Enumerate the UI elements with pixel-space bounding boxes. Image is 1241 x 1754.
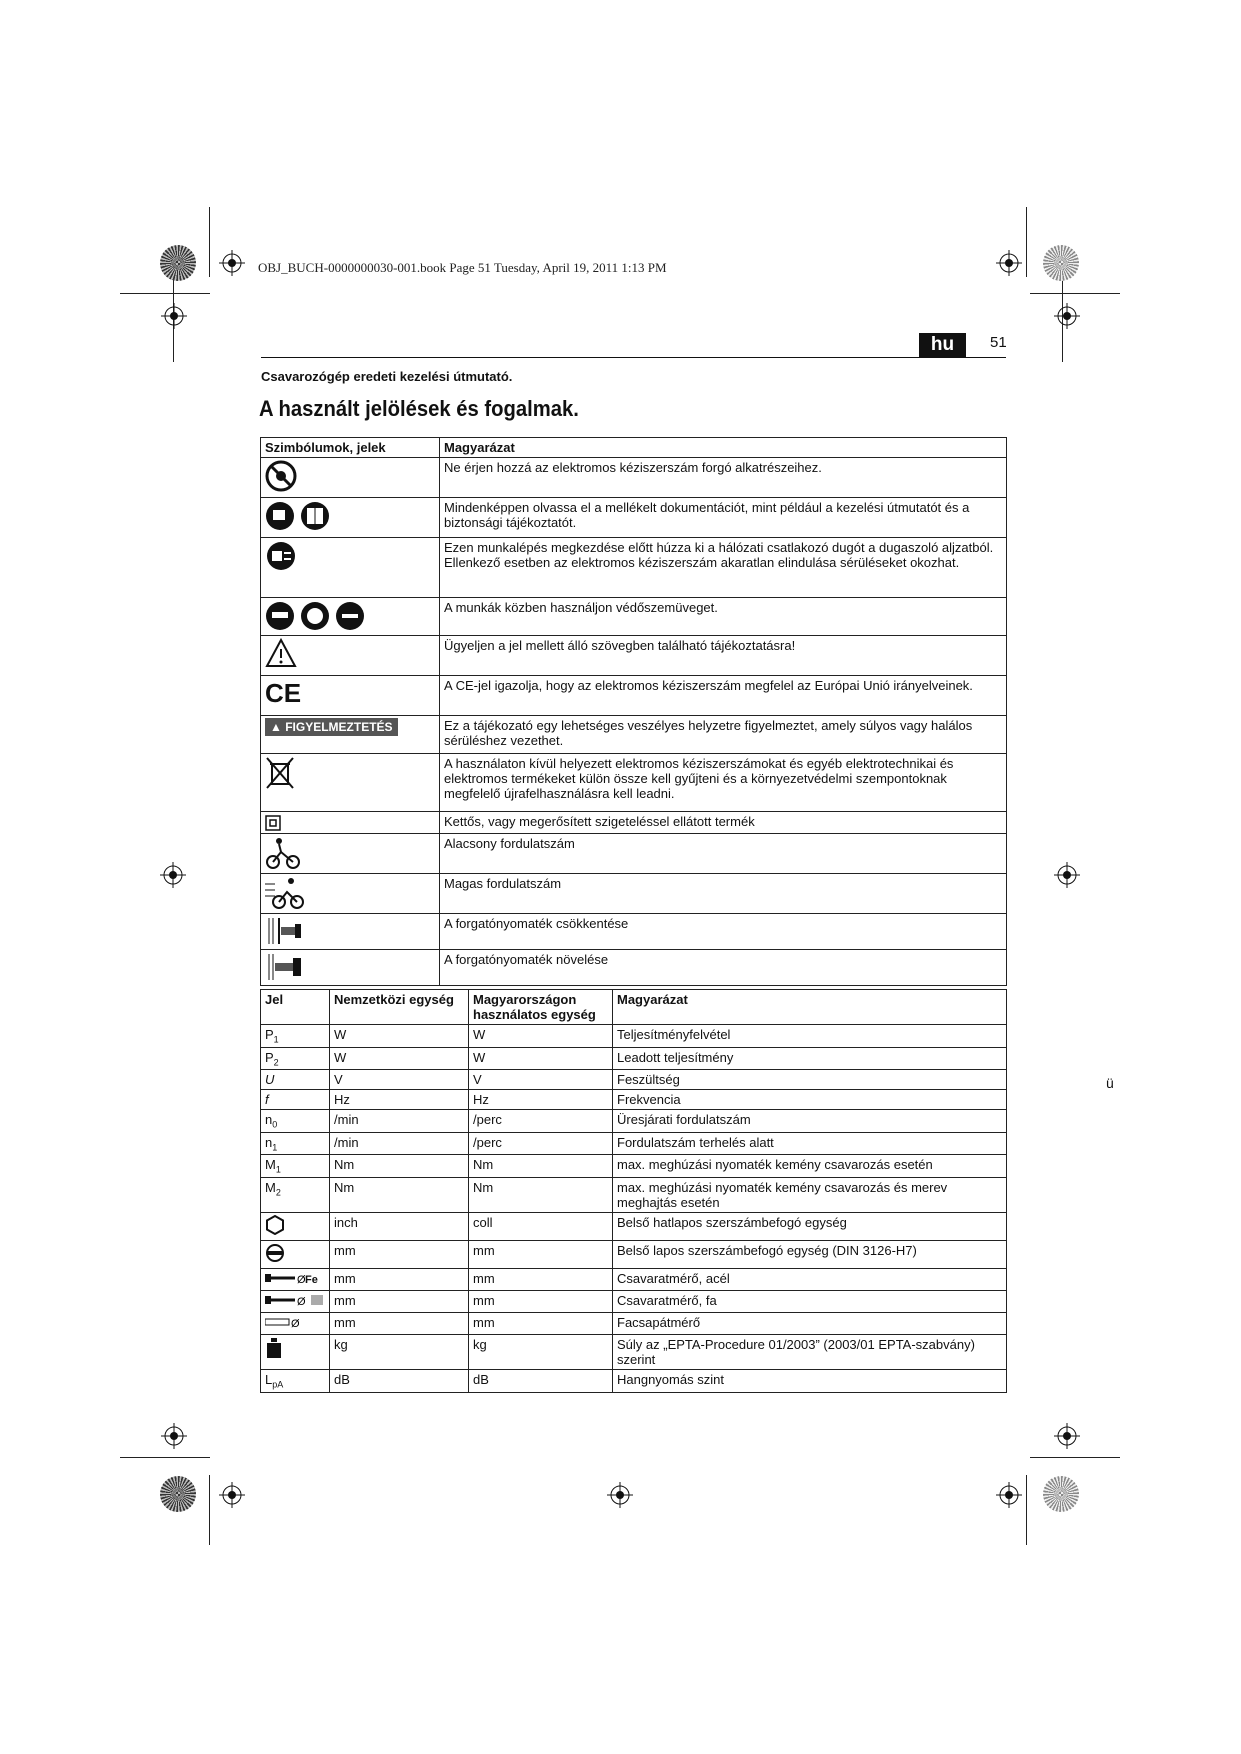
international-unit: mm xyxy=(330,1268,469,1290)
hungarian-unit: /perc xyxy=(469,1132,613,1155)
table-row xyxy=(261,716,1007,754)
unit-symbol: M xyxy=(265,1179,276,1195)
column-header: Nemzetközi egység xyxy=(330,990,469,1025)
international-unit: inch xyxy=(330,1212,469,1240)
unit-symbol-subscript: 1 xyxy=(272,1142,278,1153)
registration-target-icon xyxy=(161,303,187,329)
symbol-explanation: A munkák közben használjon védőszemüveget. xyxy=(440,598,1007,636)
warning-triangle-icon xyxy=(265,638,297,668)
table-row xyxy=(261,1047,1007,1070)
symbol-explanation: A forgatónyomaték növelése xyxy=(440,949,1007,985)
symbol-explanation: Alacsony fordulatszám xyxy=(440,833,1007,873)
registration-rosette-icon xyxy=(1043,1476,1079,1512)
hungarian-unit: W xyxy=(469,1025,613,1048)
unit-explanation: Belső lapos szerszámbefogó egység (DIN 3126-H7) xyxy=(613,1240,1007,1268)
registration-rosette-icon xyxy=(160,1476,196,1512)
symbol-explanation: Ne érjen hozzá az elektromos kéziszerszám forgó alkatrészeihez. xyxy=(440,458,1007,498)
document-subtitle: Csavarozógép eredeti kezelési útmutató. xyxy=(261,369,513,384)
crop-mark xyxy=(1030,1457,1120,1458)
hungarian-unit: W xyxy=(469,1047,613,1070)
table-row xyxy=(261,1070,1007,1090)
hungarian-unit: /perc xyxy=(469,1110,613,1133)
symbol-explanation: Ez a tájékozató egy lehetséges veszélyes helyzetre figyelmeztet, amely súlyos vagy halálos sérüléshez vezethet. xyxy=(440,716,1007,754)
table-row xyxy=(261,598,1007,636)
international-unit: Hz xyxy=(330,1090,469,1110)
torque-reduce-icon xyxy=(265,916,305,946)
registration-target-icon xyxy=(1054,862,1080,888)
registration-target-icon xyxy=(1054,303,1080,329)
table-row xyxy=(261,949,1007,985)
table-row xyxy=(261,754,1007,812)
screw-wood-icon xyxy=(265,1293,325,1310)
registration-target-icon xyxy=(219,1482,245,1508)
warning-badge-label: FIGYELMEZTETÉS xyxy=(285,720,393,734)
unit-explanation: Facsapátmérő xyxy=(613,1313,1007,1335)
symbols-table xyxy=(260,437,1007,986)
symbol-explanation: Mindenképpen olvassa el a mellékelt dokumentációt, mint például a kezelési útmutatót és a biztonsági tájékoztatót. xyxy=(440,498,1007,538)
svg-text:Ø: Ø xyxy=(297,1274,305,1286)
table-header-row xyxy=(261,990,1007,1025)
registration-target-icon xyxy=(996,250,1022,276)
symbol-explanation: A használaton kívül helyezett elektromos kéziszerszámokat és egyéb elektrotechnikai és elektromos termékeket külön össze kell gyűjteni és a környezetvédelmi szempontoknak megfelelő újrafelhasználásra kell leadni. xyxy=(440,754,1007,812)
book-info-line: OBJ_BUCH-0000000030-001.book Page 51 Tuesday, April 19, 2011 1:13 PM xyxy=(258,260,667,275)
unit-explanation: Feszültség xyxy=(613,1070,1007,1090)
symbol-explanation: Kettős, vagy megerősített szigeteléssel ellátott termék xyxy=(440,812,1007,834)
international-unit: Nm xyxy=(330,1177,469,1212)
svg-text:Ø: Ø xyxy=(291,1318,300,1330)
read-manual-icon xyxy=(265,500,331,532)
hungarian-unit: dB xyxy=(469,1370,613,1393)
unit-symbol: n xyxy=(265,1134,273,1150)
table-row xyxy=(261,812,1007,834)
column-header: Jel xyxy=(261,990,330,1025)
table-row xyxy=(261,873,1007,913)
section-title: A használt jelölések és fogalmak. xyxy=(259,396,579,421)
table-row xyxy=(261,913,1007,949)
column-header: Magyarázat xyxy=(613,990,1007,1025)
hungarian-unit: mm xyxy=(469,1313,613,1335)
table-row xyxy=(261,1212,1007,1240)
symbol-explanation: Magas fordulatszám xyxy=(440,873,1007,913)
international-unit: W xyxy=(330,1025,469,1048)
table-row xyxy=(261,1132,1007,1155)
unit-symbol: U xyxy=(265,1072,275,1088)
unit-explanation: max. meghúzási nyomaték kemény csavarozás és merev meghajtás esetén xyxy=(613,1177,1007,1212)
table-row xyxy=(261,458,1007,498)
stray-glyph: ü xyxy=(1106,1075,1114,1091)
registration-target-icon xyxy=(161,1423,187,1449)
international-unit: kg xyxy=(330,1335,469,1370)
unit-explanation: Csavaratmérő, fa xyxy=(613,1291,1007,1313)
registration-target-icon xyxy=(996,1482,1022,1508)
unit-explanation: Frekvencia xyxy=(613,1090,1007,1110)
weight-icon xyxy=(265,1337,283,1362)
international-unit: mm xyxy=(330,1240,469,1268)
unit-symbol-subscript: 1 xyxy=(275,1164,281,1175)
unit-symbol: M xyxy=(265,1157,276,1173)
international-unit: V xyxy=(330,1070,469,1090)
hungarian-unit: V xyxy=(469,1070,613,1090)
international-unit: mm xyxy=(330,1291,469,1313)
unit-symbol-subscript: 2 xyxy=(273,1057,279,1068)
unit-symbol-subscript: 0 xyxy=(272,1119,278,1130)
international-unit: /min xyxy=(330,1132,469,1155)
screw-steel-icon xyxy=(265,1271,305,1288)
drill-wood-icon xyxy=(265,1315,305,1332)
registration-target-icon xyxy=(160,862,186,888)
unit-explanation: Üresjárati fordulatszám xyxy=(613,1110,1007,1133)
hungarian-unit: mm xyxy=(469,1240,613,1268)
unplug-icon xyxy=(265,540,297,572)
crop-mark xyxy=(120,293,210,294)
hungarian-unit: mm xyxy=(469,1268,613,1290)
header-rule xyxy=(261,357,1006,358)
icon-label: Fe xyxy=(305,1273,318,1286)
table-row xyxy=(261,1291,1007,1313)
hungarian-unit: coll xyxy=(469,1212,613,1240)
hungarian-unit: Nm xyxy=(469,1177,613,1212)
unit-symbol: P xyxy=(265,1049,274,1065)
international-unit: /min xyxy=(330,1110,469,1133)
registration-target-icon xyxy=(607,1482,633,1508)
registration-rosette-icon xyxy=(160,245,196,281)
unit-symbol-subscript: 1 xyxy=(273,1034,279,1045)
symbol-explanation: A forgatónyomaték csökkentése xyxy=(440,913,1007,949)
crop-mark xyxy=(209,1475,210,1545)
crop-mark xyxy=(1026,207,1027,277)
hungarian-unit: mm xyxy=(469,1291,613,1313)
unit-explanation: Fordulatszám terhelés alatt xyxy=(613,1132,1007,1155)
symbol-explanation: A CE-jel igazolja, hogy az elektromos kéziszerszám megfelel az Európai Unió irányelveinek. xyxy=(440,676,1007,716)
table-row xyxy=(261,636,1007,676)
table-row xyxy=(261,1268,1007,1290)
fast-bike-icon xyxy=(265,876,305,910)
table-row xyxy=(261,1090,1007,1110)
hungarian-unit: Hz xyxy=(469,1090,613,1110)
torque-increase-icon xyxy=(265,952,305,982)
international-unit: dB xyxy=(330,1370,469,1393)
unit-symbol-subscript: 2 xyxy=(275,1187,281,1198)
table-header-row xyxy=(261,438,1007,458)
hex-socket-icon xyxy=(265,1215,285,1238)
unit-explanation: Hangnyomás szint xyxy=(613,1370,1007,1393)
international-unit: Nm xyxy=(330,1155,469,1178)
unit-explanation: Csavaratmérő, acél xyxy=(613,1268,1007,1290)
crop-mark xyxy=(120,1457,210,1458)
svg-text:Ø: Ø xyxy=(297,1296,306,1308)
unit-symbol: L xyxy=(265,1372,273,1388)
double-insulation-icon xyxy=(265,815,281,831)
column-header: Szimbólumok, jelek xyxy=(261,438,440,458)
crop-mark xyxy=(1030,293,1120,294)
registration-target-icon xyxy=(1054,1423,1080,1449)
unit-explanation: Súly az „EPTA-Procedure 01/2003” (2003/01 EPTA-szabvány) szerint xyxy=(613,1335,1007,1370)
unit-explanation: max. meghúzási nyomaték kemény csavarozás esetén xyxy=(613,1155,1007,1178)
column-header: Magyarországon használatos egység xyxy=(469,990,613,1025)
warning-badge-icon: ▲ FIGYELMEZTETÉS xyxy=(265,718,398,736)
table-row xyxy=(261,1240,1007,1268)
weee-bin-icon xyxy=(265,756,295,790)
crop-mark xyxy=(1026,1475,1027,1545)
flat-socket-icon xyxy=(265,1243,285,1266)
table-row xyxy=(261,498,1007,538)
page-number: 51 xyxy=(990,334,1007,351)
table-row xyxy=(261,1025,1007,1048)
unit-symbol-subscript: pA xyxy=(272,1379,284,1390)
table-row xyxy=(261,1177,1007,1212)
language-badge: hu xyxy=(919,333,966,357)
crop-mark xyxy=(209,207,210,277)
ce-mark-icon: CE xyxy=(265,678,302,708)
no-touch-icon xyxy=(265,460,297,492)
units-table xyxy=(260,989,1007,1393)
table-row xyxy=(261,1335,1007,1370)
column-header: Magyarázat xyxy=(440,438,1007,458)
international-unit: W xyxy=(330,1047,469,1070)
symbol-explanation: Ezen munkalépés megkezdése előtt húzza ki a hálózati csatlakozó dugót a dugaszoló aljzatból. Ellenkező esetben az elektromos kéziszerszám akaratlan elindulása sérüléseket okozhat. xyxy=(440,538,1007,598)
table-row xyxy=(261,1313,1007,1335)
hungarian-unit: Nm xyxy=(469,1155,613,1178)
unit-explanation: Teljesítményfelvétel xyxy=(613,1025,1007,1048)
registration-rosette-icon xyxy=(1043,245,1079,281)
table-row xyxy=(261,676,1007,716)
hungarian-unit: kg xyxy=(469,1335,613,1370)
unit-explanation: Belső hatlapos szerszámbefogó egység xyxy=(613,1212,1007,1240)
table-row xyxy=(261,1370,1007,1393)
unit-explanation: Leadott teljesítmény xyxy=(613,1047,1007,1070)
slow-bike-icon xyxy=(265,836,301,870)
international-unit: mm xyxy=(330,1313,469,1335)
registration-target-icon xyxy=(219,250,245,276)
table-row xyxy=(261,1110,1007,1133)
unit-symbol: f xyxy=(265,1092,269,1108)
table-row xyxy=(261,1155,1007,1178)
unit-symbol: P xyxy=(265,1027,274,1042)
unit-symbol: n xyxy=(265,1112,273,1128)
protective-gear-icon xyxy=(265,600,365,632)
table-row xyxy=(261,833,1007,873)
symbol-explanation: Ügyeljen a jel mellett álló szövegben található tájékoztatásra! xyxy=(440,636,1007,676)
table-row xyxy=(261,538,1007,598)
